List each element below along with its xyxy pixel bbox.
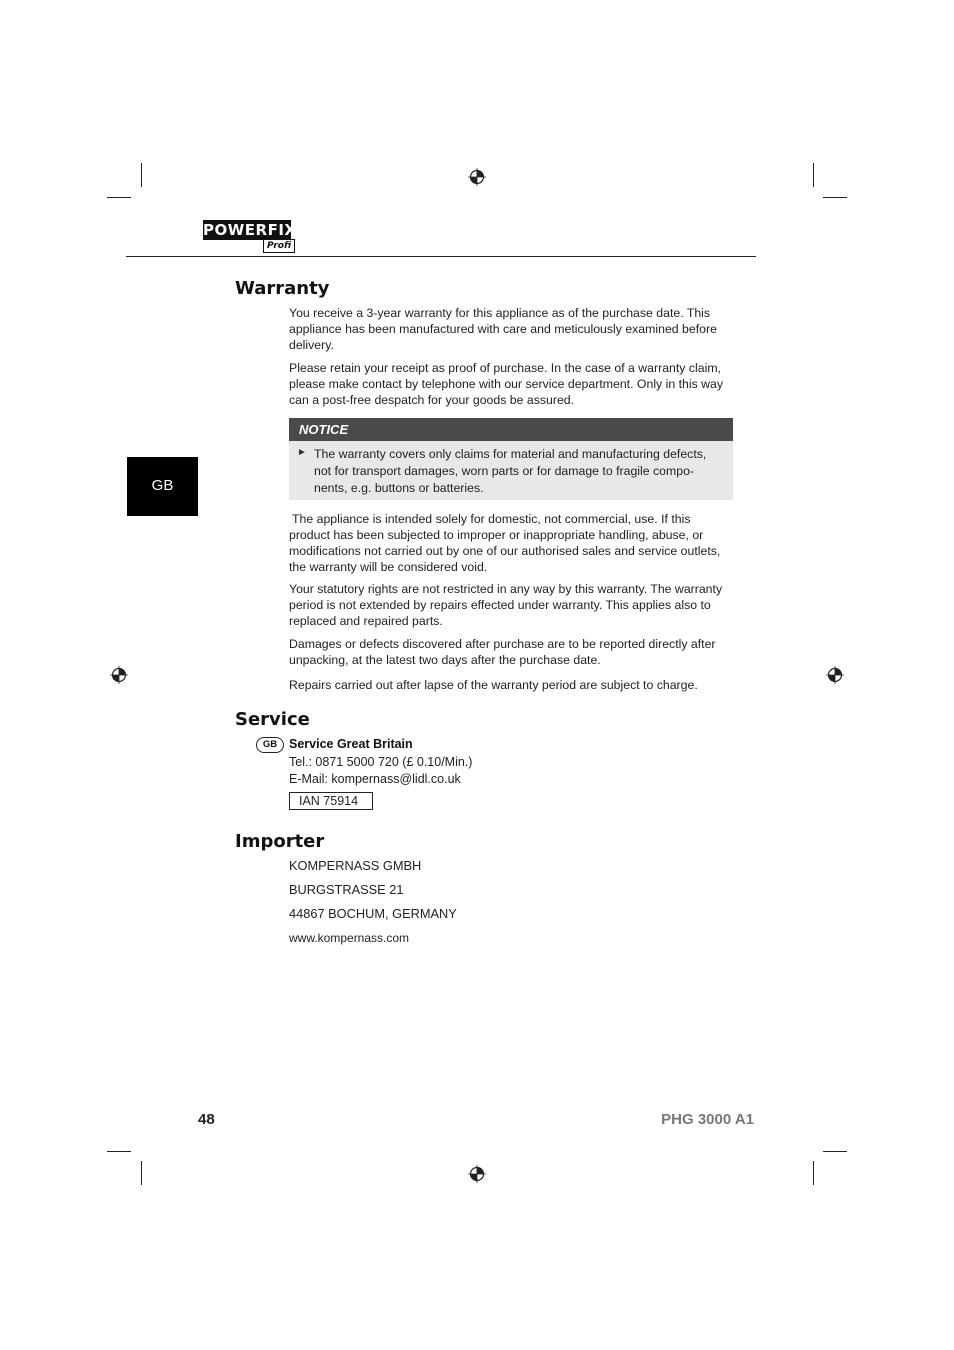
service-phone: Tel.: 0871 5000 720 (£ 0.10/Min.) [289,755,473,769]
warranty-paragraph: You receive a 3-year warranty for this appliance as of the purchase date. This appliance has been manufactured with care and meticulously examined before delivery. [289,306,717,352]
importer-street: BURGSTRASSE 21 [289,882,404,897]
arrow-bullet-icon: ► [297,447,307,458]
service-email: E-Mail: kompernass@lidl.co.uk [289,772,461,786]
model-number: PHG 3000 A1 [661,1111,754,1128]
registration-mark-icon [468,168,486,186]
warranty-paragraph: Your statutory rights are not restricted in any way by this warranty. The warranty period is not extended by repairs effected under warranty. This applies also to replaced and repaired parts. [289,582,723,628]
service-name: Service Great Britain [289,737,413,751]
header-divider [126,256,756,257]
logo-brand-text: POWERFIX [203,221,297,239]
ian-number: IAN 75914 [289,792,373,810]
notice-title: NOTICE [289,418,733,441]
page-number: 48 [198,1111,215,1128]
crop-mark [141,1161,142,1185]
logo-sub-text: Profi [263,239,295,253]
importer-city: 44867 BOCHUM, GERMANY [289,906,457,921]
crop-mark [813,1161,814,1185]
language-tab: GB [127,457,198,516]
importer-company: KOMPERNASS GMBH [289,858,422,873]
crop-mark [107,197,131,198]
service-heading: Service [235,709,310,730]
importer-heading: Importer [235,831,325,852]
notice-box [289,441,733,500]
warranty-paragraph: The appliance is intended solely for domestic, not commercial, use. If this product has been subjected to improper or inappropriate handling, abuse, or modifications not carried out by one of our authorised sales and service outlets, the warranty will be considered void. [289,512,721,574]
brand-logo [203,220,307,252]
registration-mark-icon [110,666,128,684]
importer-website: www.kompernass.com [289,931,410,945]
crop-mark [823,197,847,198]
warranty-paragraph: Damages or defects discovered after purchase are to be reported directly after unpacking, at the latest two days after the purchase date. [289,637,716,667]
notice-text: The warranty covers only claims for material and manufacturing defects, not for transport damages, worn parts or for damage to fragile compo-nents, e.g. buttons or batteries. [314,447,707,495]
country-badge: GB [256,737,284,753]
registration-mark-icon [826,666,844,684]
registration-mark-icon [468,1165,486,1183]
warranty-paragraph: Repairs carried out after lapse of the warranty period are subject to charge. [289,678,698,692]
warranty-heading: Warranty [235,278,330,299]
crop-mark [141,163,142,187]
crop-mark [107,1151,131,1152]
warranty-paragraph: Please retain your receipt as proof of purchase. In the case of a warranty claim, please make contact by telephone with our service department. Only in this way can a post-free despatch for your goods be assured. [289,361,724,407]
crop-mark [813,163,814,187]
crop-mark [823,1151,847,1152]
